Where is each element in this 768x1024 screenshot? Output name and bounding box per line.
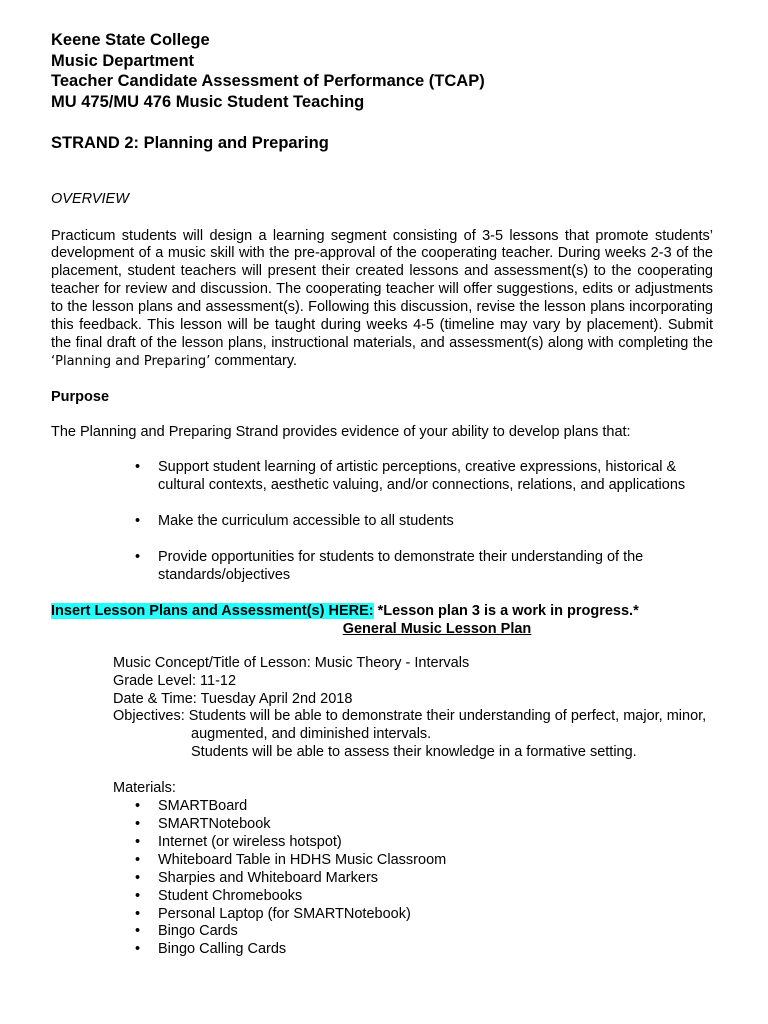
strand-title: STRAND 2: Planning and Preparing	[51, 134, 329, 152]
lesson-grade-level: Grade Level: 11-12	[113, 672, 237, 689]
overview-text-before: Practicum students will design a learning segment consisting of 3-5 lessons that promote students’ development of a music skill with the pre-approval of the cooperating teacher. During weeks 2-3 of the placement, student teachers will present their created lessons and assessment(s) to the cooperating teacher for review and discussion. The cooperating teacher will offer suggestions, edits or adjustments to the lesson plans and assessment(s). Following this discussion, revise the lesson plans incorporating this feedback. This lesson will be taught during weeks 4-5 (timeline may vary by placement). Submit the final draft of the lesson plans, instructional materials, and assessment(s) along with completing the	[51, 227, 713, 351]
purpose-bullet: • Provide opportunities for students to demonstrate their understanding of the standards/objectives	[158, 548, 713, 584]
course-title: MU 475/MU 476 Music Student Teaching	[51, 92, 365, 111]
document-header	[51, 30, 713, 112]
materials-item: • SMARTBoard	[158, 798, 713, 816]
department-name: Music Department	[51, 51, 195, 70]
purpose-heading: Purpose	[51, 388, 110, 405]
insert-highlight: Insert Lesson Plans and Assessment(s) HERE:	[51, 602, 374, 619]
materials-item: • Internet (or wireless hotspot)	[158, 834, 713, 852]
materials-item: • Bingo Cards	[158, 923, 713, 941]
purpose-bullet-list	[51, 458, 713, 584]
overview-paragraph	[51, 228, 713, 371]
materials-item: • Personal Laptop (for SMARTNotebook)	[158, 906, 713, 924]
lesson-objectives: Objectives: Students will be able to demonstrate their understanding of perfect, major, minor,	[113, 708, 707, 725]
materials-heading: Materials:	[113, 780, 176, 797]
overview-quoted-title: ‘Planning and Preparing’	[51, 353, 211, 369]
materials-item: • Whiteboard Table in HDHS Music Classroom	[158, 852, 713, 870]
lesson-concept: Music Concept/Title of Lesson: Music Theory - Intervals	[113, 654, 470, 671]
document-page	[51, 30, 713, 959]
assessment-title: Teacher Candidate Assessment of Performance (TCAP)	[51, 72, 485, 90]
purpose-intro: The Planning and Preparing Strand provides evidence of your ability to develop plans that:	[51, 423, 631, 440]
overview-text-after: commentary.	[210, 352, 298, 369]
materials-item: • Sharpies and Whiteboard Markers	[158, 870, 713, 888]
work-in-progress-note: *Lesson plan 3 is a work in progress.*	[373, 602, 639, 619]
purpose-bullet: • Support student learning of artistic perceptions, creative expressions, historical & cultural contexts, aesthetic valuing, and/or connections, relations, and applications	[158, 458, 713, 494]
purpose-bullet: • Make the curriculum accessible to all students	[158, 512, 713, 530]
materials-list	[113, 798, 713, 959]
lesson-objectives-formative: Students will be able to assess their knowledge in a formative setting.	[191, 744, 637, 761]
materials-item: • SMARTNotebook	[158, 816, 713, 834]
overview-heading: OVERVIEW	[51, 190, 129, 207]
materials-item: • Bingo Calling Cards	[158, 941, 713, 959]
lesson-objectives-continued: augmented, and diminished intervals.	[191, 726, 432, 743]
insert-instruction	[51, 602, 713, 620]
materials-item: • Student Chromebooks	[158, 888, 713, 906]
lesson-date-time: Date & Time: Tuesday April 2nd 2018	[113, 690, 353, 707]
college-name: Keene State College	[51, 31, 210, 49]
lesson-plan-title: General Music Lesson Plan	[342, 620, 532, 637]
lesson-plan-body	[113, 655, 713, 960]
